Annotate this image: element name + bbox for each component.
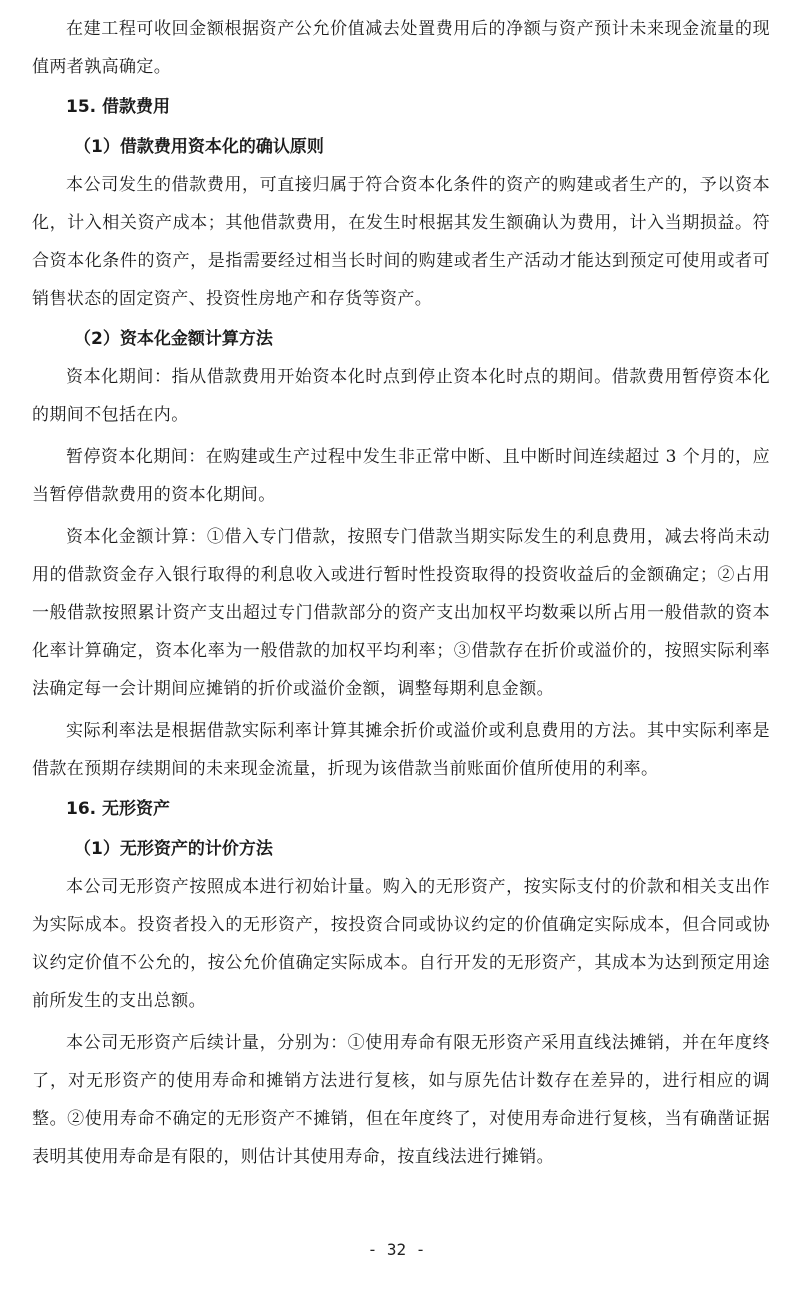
section-heading-borrowing-costs: 15. 借款费用 (66, 97, 171, 117)
subheading-capitalization-calculation: （2）资本化金额计算方法 (74, 329, 273, 349)
subheading-capitalization-principle: （1）借款费用资本化的确认原则 (74, 137, 324, 157)
paragraph-capitalization-period: 资本化期间：指从借款费用开始资本化时点到停止资本化时点的期间。借款费用暂停资本化的期间不包括在内。 (32, 367, 770, 425)
paragraph-effective-interest: 实际利率法是根据借款实际利率计算其摊余折价或溢价或利息费用的方法。其中实际利率是借款在预期存续期间的未来现金流量，折现为该借款当前账面价值所使用的利率。 (32, 721, 770, 779)
paragraph-construction-recoverable: 在建工程可收回金额根据资产公允价值减去处置费用后的净额与资产预计未来现金流量的现值两者孰高确定。 (32, 19, 770, 77)
document-page (32, 10, 770, 1176)
paragraph-intangible-initial: 本公司无形资产按照成本进行初始计量。购入的无形资产，按实际支付的价款和相关支出作为实际成本。投资者投入的无形资产，按投资合同或协议约定的价值确定实际成本，但合同或协议约定价值不公允的，按公允价值确定实际成本。自行开发的无形资产，其成本为达到预定用途前所发生的支出总额。 (32, 877, 770, 1011)
paragraph-suspension-period: 暂停资本化期间：在购建或生产过程中发生非正常中断、且中断时间连续超过 3 个月的，应当暂停借款费用的资本化期间。 (32, 447, 770, 505)
paragraph-intangible-subsequent: 本公司无形资产后续计量，分别为：①使用寿命有限无形资产采用直线法摊销，并在年度终了，对无形资产的使用寿命和摊销方法进行复核，如与原先估计数存在差异的，进行相应的调整。②使用寿命不确定的无形资产不摊销，但在年度终了，对使用寿命进行复核，当有确凿证据表明其使用寿命是有限的，则估计其使用寿命，按直线法进行摊销。 (32, 1033, 770, 1167)
paragraph-capitalization-amount: 资本化金额计算：①借入专门借款，按照专门借款当期实际发生的利息费用，减去将尚未动用的借款资金存入银行取得的利息收入或进行暂时性投资取得的投资收益后的金额确定；②占用一般借款按照累计资产支出超过专门借款部分的资产支出加权平均数乘以所占用一般借款的资本化率计算确定，资本化率为一般借款的加权平均利率；③借款存在折价或溢价的，按照实际利率法确定每一会计期间应摊销的折价或溢价金额，调整每期利息金额。 (32, 527, 770, 699)
section-heading-intangible-assets: 16. 无形资产 (66, 799, 171, 819)
paragraph-capitalization-principle: 本公司发生的借款费用，可直接归属于符合资本化条件的资产的购建或者生产的，予以资本化，计入相关资产成本；其他借款费用，在发生时根据其发生额确认为费用，计入当期损益。符合资本化条件的资产，是指需要经过相当长时间的购建或者生产活动才能达到预定可使用或者可销售状态的固定资产、投资性房地产和存货等资产。 (32, 175, 770, 309)
subheading-intangible-valuation: （1）无形资产的计价方法 (74, 839, 273, 859)
page-number: - 32 - (367, 1240, 426, 1259)
